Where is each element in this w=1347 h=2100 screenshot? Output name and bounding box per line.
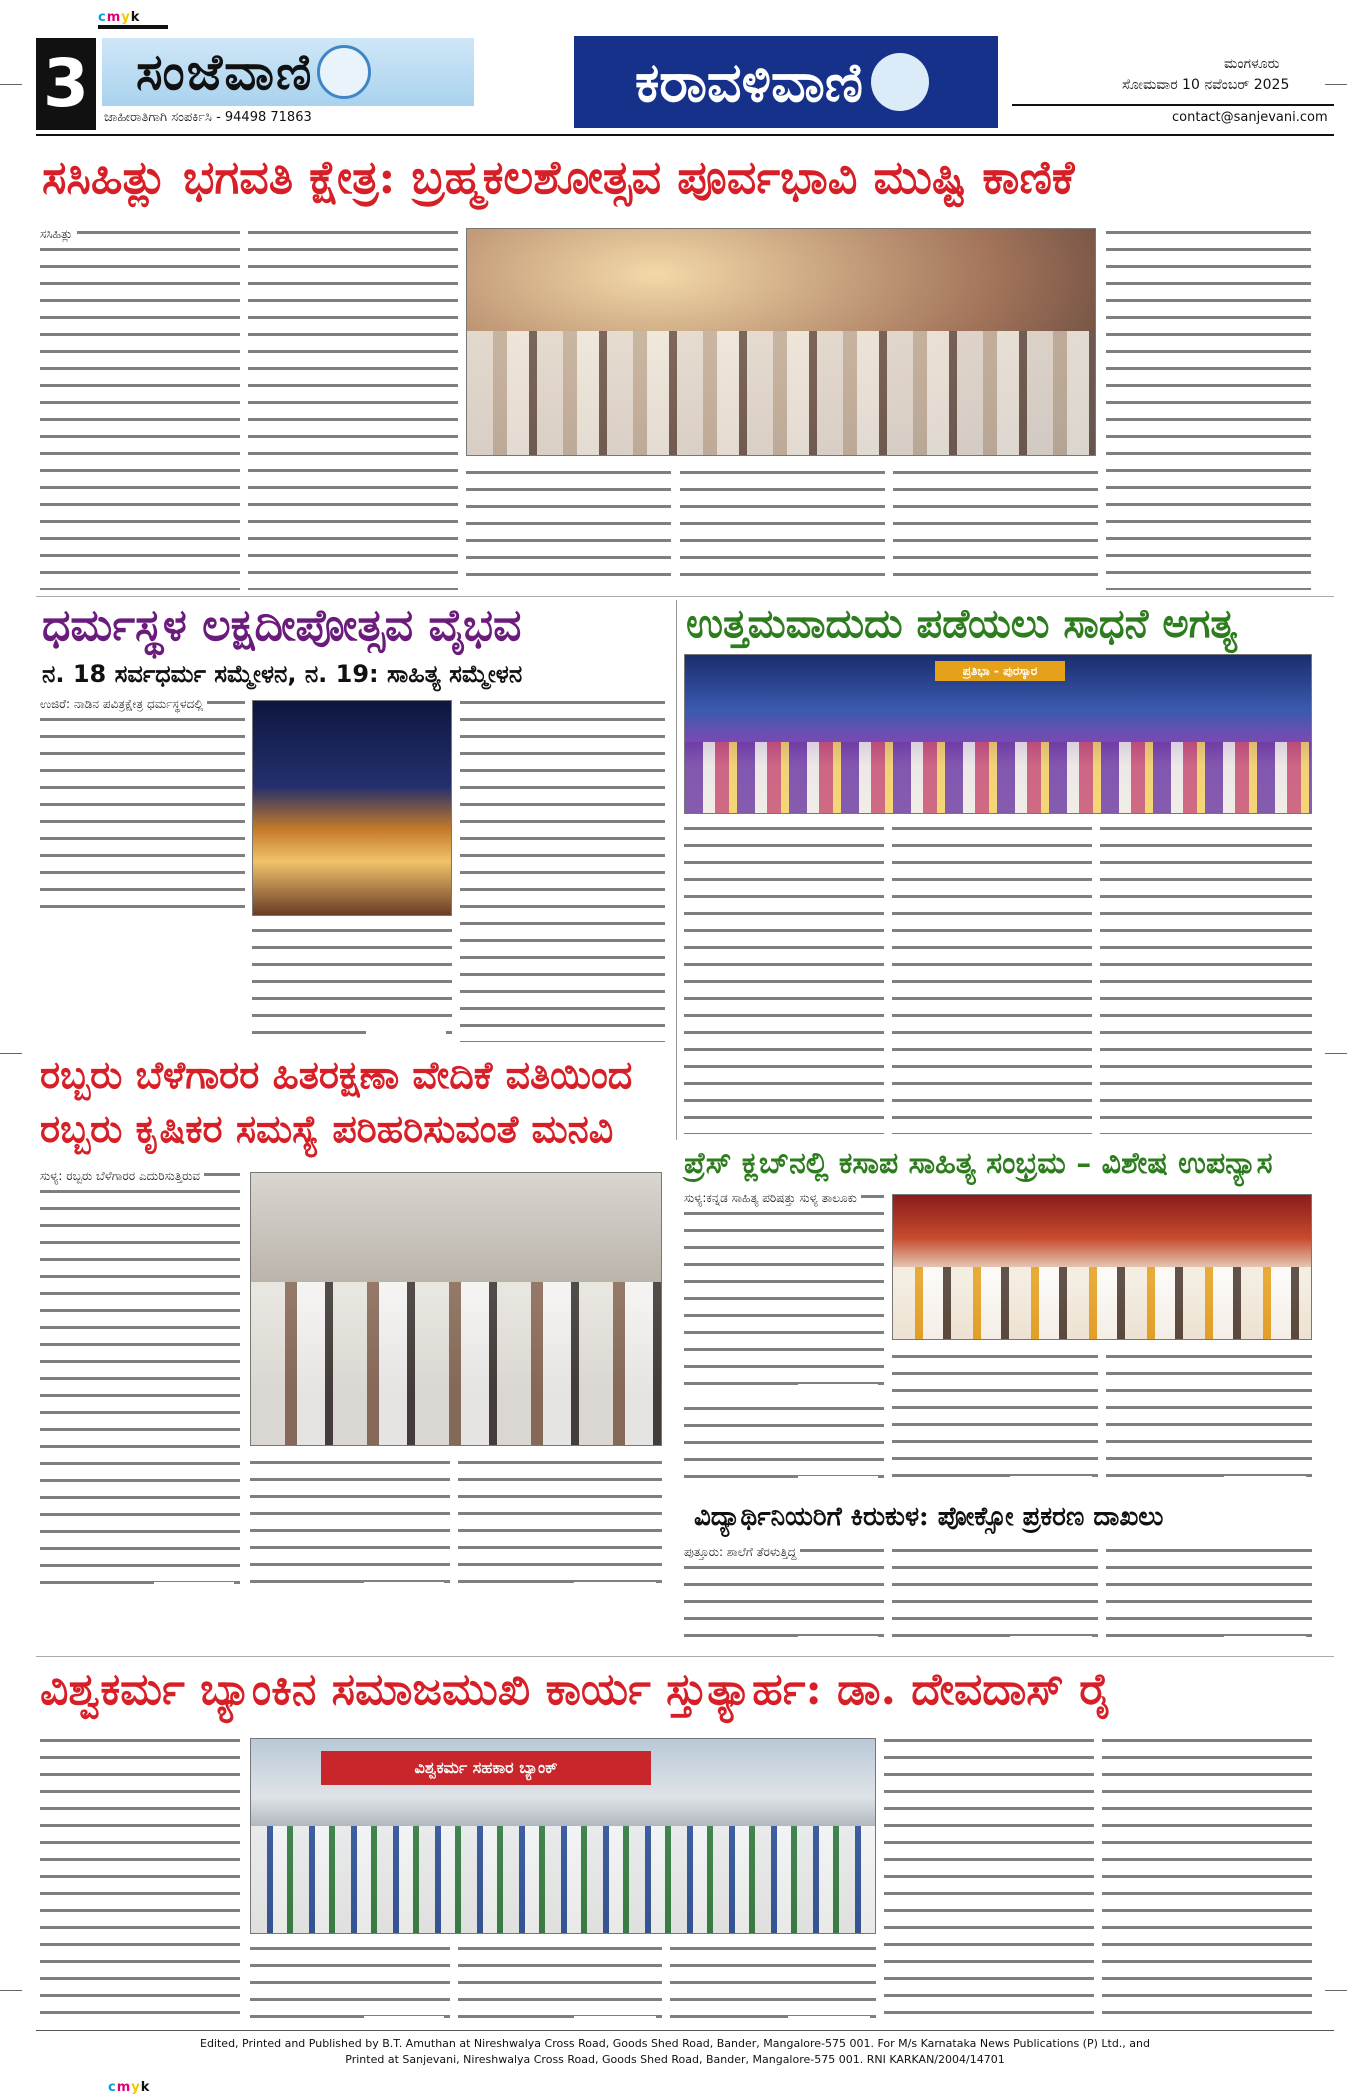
- article-column: [458, 1456, 662, 1592]
- article-column: [892, 1544, 1098, 1646]
- achievement-headline: ಉತ್ತಮವಾದುದು ಪಡೆಯಲು ಸಾಧನೆ ಅಗತ್ಯ: [686, 600, 1238, 647]
- cmyk-m: m: [116, 2080, 132, 2095]
- dove-emblem-icon: [317, 45, 371, 99]
- crop-mark: [0, 84, 22, 85]
- article-column: [1106, 1350, 1312, 1486]
- contact-email[interactable]: contact@sanjevani.com: [1172, 110, 1328, 125]
- rubber-headline-line1: ರಬ್ಬರು ಬೆಳೆಗಾರರ ಹಿತರಕ್ಷಣಾ ವೇದಿಕೆ ವತಿಯಿಂದ: [40, 1052, 633, 1097]
- article-column: [466, 466, 671, 590]
- dharmasthala-night-photo: [252, 700, 452, 916]
- column-divider: [676, 600, 677, 1140]
- article-column: [40, 1168, 240, 1592]
- edition-city: ಮಂಗಳೂರು: [1224, 56, 1280, 72]
- section-divider: [36, 1656, 1334, 1657]
- press-club-headline: ಪ್ರೆಸ್ ಕ್ಲಬ್‌ನಲ್ಲಿ ಕಸಾಪ ಸಾಹಿತ್ಯ ಸಂಭ್ರಮ – ವಿಶೇಷ ಉಪನ್ಯಾಸ: [684, 1146, 1273, 1181]
- article-column: [460, 696, 665, 1042]
- article-column: [680, 466, 885, 590]
- crop-mark: [1325, 84, 1347, 85]
- masthead-divider: [1012, 104, 1334, 106]
- press-club-event-photo: [892, 1194, 1312, 1340]
- article-column: [252, 924, 452, 1040]
- cmyk-k: k: [130, 10, 141, 25]
- cmyk-color-bar-top: [98, 10, 140, 25]
- edition-date: ಸೋಮವಾರ 10 ನವೆಂಬರ್ 2025: [1122, 77, 1290, 93]
- imprint-line-2: Printed at Sanjevani, Nireshwalya Cross Road, Goods Shed Road, Bander, Mangalore-575 001. RNI KARKAN/2004/14701: [345, 2053, 1005, 2066]
- dove-emblem-icon: [871, 53, 929, 111]
- cmyk-m: m: [106, 10, 122, 25]
- article-lead-in: ಉಜಿರೆ: ನಾಡಿನ ಪವಿತ್ರಕ್ಷೇತ್ರ ಧರ್ಮಸ್ಥಳದಲ್ಲಿ: [40, 696, 207, 713]
- article-column: [1106, 1544, 1312, 1646]
- cmyk-color-bar-bottom: [108, 2080, 150, 2095]
- article-column: [893, 466, 1098, 590]
- rubber-memorandum-photo: [250, 1172, 662, 1446]
- article-column: [40, 696, 245, 920]
- article-column: [250, 1942, 450, 2026]
- article-column: [892, 1350, 1098, 1486]
- article-column: [1100, 822, 1312, 1134]
- article-column: [892, 822, 1092, 1134]
- crop-mark: [1325, 1990, 1347, 1991]
- article-column: [40, 1734, 240, 2026]
- edition-logo: [574, 36, 998, 128]
- masthead-bottom-rule: [36, 134, 1334, 136]
- crop-mark: [1325, 1053, 1347, 1054]
- cmyk-y: y: [131, 2080, 141, 2095]
- cmyk-c: c: [98, 10, 107, 25]
- section-divider: [36, 596, 1334, 597]
- vishwakarma-headline: ವಿಶ್ವಕರ್ಮ ಬ್ಯಾಂಕಿನ ಸಮಾಜಮುಖಿ ಕಾರ್ಯ ಸ್ತುತ್ಯಾರ್ಹ: ಡಾ. ದೇವದಾಸ್ ರೈ: [40, 1664, 1112, 1715]
- article-lead-in: ಪುತ್ತೂರು: ಶಾಲೆಗೆ ತೆರಳುತ್ತಿದ್ದ: [684, 1544, 800, 1561]
- bank-rally-photo: [250, 1738, 876, 1934]
- article-lead-in: ಸುಳ್ಯ:ಕನ್ನಡ ಸಾಹಿತ್ಯ ಪರಿಷತ್ತು ಸುಳ್ಯ ತಾಲೂಕು: [684, 1190, 861, 1207]
- article-column: [250, 1456, 450, 1592]
- article-column: [684, 822, 884, 1134]
- imprint-line-1: Edited, Printed and Published by B.T. Amuthan at Nireshwalya Cross Road, Goods Shed Road, Bander, Mangalore-575 001. For M/s Karnataka News Publications (P) Ltd., and: [200, 2037, 1150, 2050]
- award-ceremony-photo: [684, 654, 1312, 814]
- ad-contact-line: ಜಾಹೀರಾತಿಗಾಗಿ ಸಂಪರ್ಕಿಸಿ - 94498 71863: [104, 110, 312, 125]
- lead-headline: ಸಸಿಹಿತ್ಲು ಭಗವತಿ ಕ್ಷೇತ್ರ: ಬ್ರಹ್ಮಕಲಶೋತ್ಸವ ಪೂರ್ವಭಾವಿ ಮುಷ್ಟಿ ಕಾಣಿಕೆ: [42, 150, 1075, 204]
- article-column: [1106, 226, 1311, 590]
- edition-name: ಕರಾವಳಿವಾಣಿ: [635, 49, 863, 114]
- article-lead-in: ಸುಳ್ಯ: ರಬ್ಬರು ಬೆಳೆಗಾರರ ಎದುರಿಸುತ್ತಿರುವ: [40, 1168, 204, 1185]
- crop-mark: [0, 1053, 22, 1054]
- article-column: [248, 226, 458, 590]
- article-column: [684, 1402, 884, 1486]
- rubber-headline-line2: ರಬ್ಬರು ಕೃಷಿಕರ ಸಮಸ್ಯೆ ಪರಿಹರಿಸುವಂತೆ ಮನವಿ: [40, 1106, 614, 1151]
- crop-mark: [0, 1990, 22, 1991]
- article-column: [884, 1734, 1094, 2026]
- paper-name: ಸಂಜೆವಾಣಿ: [136, 42, 314, 101]
- paper-logo: [102, 38, 474, 106]
- dharmasthala-kicker: ನ. 18 ಸರ್ವಧರ್ಮ ಸಮ್ಮೇಳನ, ನ. 19: ಸಾಹಿತ್ಯ ಸಮ್ಮೇಳನ: [42, 660, 523, 688]
- photo-stage-banner: ಪ್ರತಿಭಾ - ಪುರಸ್ಕಾರ: [935, 661, 1065, 681]
- article-lead-in: ಸಸಿಹಿತ್ಲು: [40, 226, 77, 243]
- pocso-headline: ವಿದ್ಯಾರ್ಥಿನಿಯರಿಗೆ ಕಿರುಕುಳ: ಪೋಕ್ಸೋ ಪ್ರಕರಣ ದಾಖಲು: [694, 1502, 1164, 1532]
- footer-rule: [36, 2030, 1334, 2031]
- article-column: [40, 226, 240, 590]
- temple-event-photo: [466, 228, 1096, 456]
- cmyk-k: k: [140, 2080, 151, 2095]
- registration-bar: [98, 25, 168, 29]
- article-column: [684, 1190, 884, 1394]
- dharmasthala-headline: ಧರ್ಮಸ್ಥಳ ಲಕ್ಷದೀಪೋತ್ಸವ ವೈಭವ: [42, 600, 522, 651]
- page-number: 3: [36, 38, 96, 130]
- cmyk-c: c: [108, 2080, 117, 2095]
- article-column: [1102, 1734, 1312, 2026]
- article-column: [458, 1942, 662, 2026]
- article-column: [670, 1942, 876, 2026]
- cmyk-y: y: [121, 10, 131, 25]
- imprint-footer: [150, 2036, 1200, 2068]
- bank-signboard: ವಿಶ್ವಕರ್ಮ ಸಹಕಾರ ಬ್ಯಾಂಕ್: [321, 1751, 651, 1785]
